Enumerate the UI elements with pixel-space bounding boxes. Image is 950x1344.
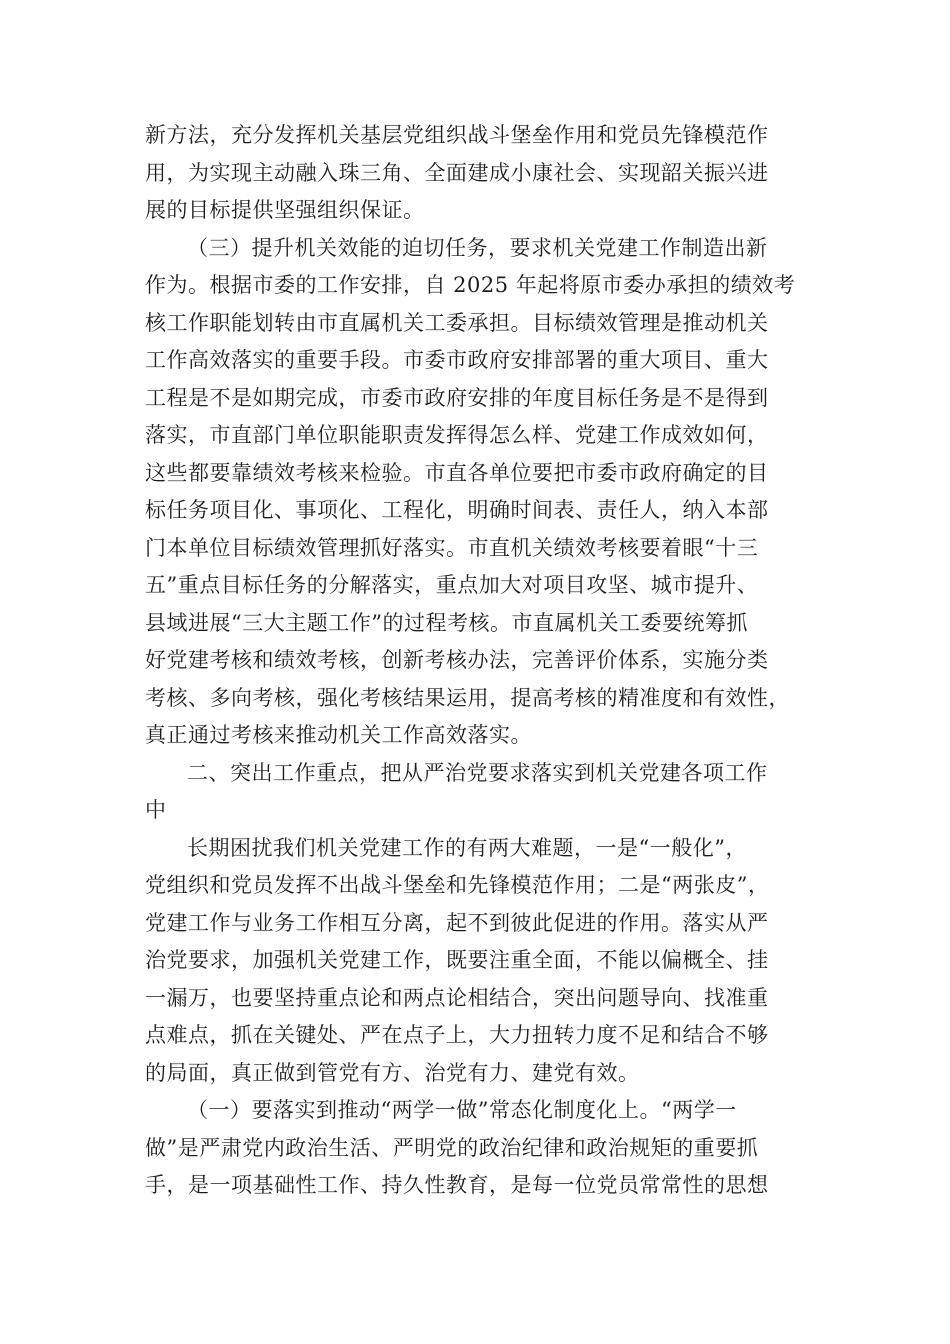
text-line: 县域进展“三大主题工作”的过程考核。市直属机关工委要统筹抓	[145, 611, 748, 635]
section-heading: 二、突出工作重点，把从严治党要求落实到机关党建各项工作	[187, 761, 768, 785]
text-line: 核工作职能划转由市直属机关工委承担。目标绩效管理是推动机关	[145, 311, 769, 335]
text-line: 考核、多向考核，强化考核结果运用，提高考核的精准度和有效性，	[145, 686, 790, 710]
text-line: 门本单位目标绩效管理抓好落实。市直机关绩效考核要着眼“十三	[145, 536, 759, 560]
text-line: 展的目标提供坚强组织保证。	[145, 198, 425, 222]
text-line: 工程是不是如期完成，市委市政府安排的年度目标任务是不是得到	[145, 386, 769, 410]
text-line: 工作高效落实的重要手段。市委市政府安排部署的重大项目、重大	[145, 348, 769, 372]
text-line: 点难点，抓在关键处、严在点子上，大力扭转力度不足和结合不够	[145, 1023, 769, 1047]
text-line: 作为。根据市委的工作安排，自 2025 年起将原市委办承担的绩效考	[145, 273, 796, 297]
text-line: （一）要落实到推动“两学一做”常态化制度化上。“两学一	[187, 1098, 737, 1122]
text-line: 手，是一项基础性工作、持久性教育，是每一位党员常常性的思想	[145, 1173, 769, 1197]
text-line: 的局面，真正做到管党有方、治党有力、建党有效。	[145, 1061, 640, 1085]
text-line: 真正通过考核来推动机关工作高效落实。	[145, 723, 532, 747]
text-line: 新方法，充分发挥机关基层党组织战斗堡垒作用和党员先锋模范作	[145, 123, 769, 147]
text-line: 党组织和党员发挥不出战斗堡垒和先锋模范作用；二是“两张皮”，	[145, 873, 770, 897]
text-line: 长期困扰我们机关党建工作的有两大难题，一是“一般化”，	[187, 836, 747, 860]
text-line: 一漏万，也要坚持重点论和两点论相结合，突出问题导向、找准重	[145, 986, 769, 1010]
text-line: 治党要求，加强机关党建工作，既要注重全面，不能以偏概全、挂	[145, 948, 769, 972]
text-line: 五”重点目标任务的分解落实，重点加大对项目攻坚、城市提升、	[145, 573, 759, 597]
text-line: 落实，市直部门单位职能职责发挥得怎么样、党建工作成效如何，	[145, 423, 769, 447]
section-heading: 中	[145, 798, 167, 822]
text-line: 好党建考核和绩效考核，创新考核办法，完善评价体系，实施分类	[145, 648, 769, 672]
text-line: 做”是严肃党内政治生活、严明党的政治纪律和政治规矩的重要抓	[145, 1136, 759, 1160]
text-line: 标任务项目化、事项化、工程化，明确时间表、责任人，纳入本部	[145, 498, 769, 522]
text-line: （三）提升机关效能的迫切任务，要求机关党建工作制造出新	[187, 236, 768, 260]
text-line: 党建工作与业务工作相互分离，起不到彼此促进的作用。落实从严	[145, 911, 769, 935]
text-line: 用，为实现主动融入珠三角、全面建成小康社会、实现韶关振兴进	[145, 161, 769, 185]
text-line: 这些都要靠绩效考核来检验。市直各单位要把市委市政府确定的目	[145, 461, 769, 485]
